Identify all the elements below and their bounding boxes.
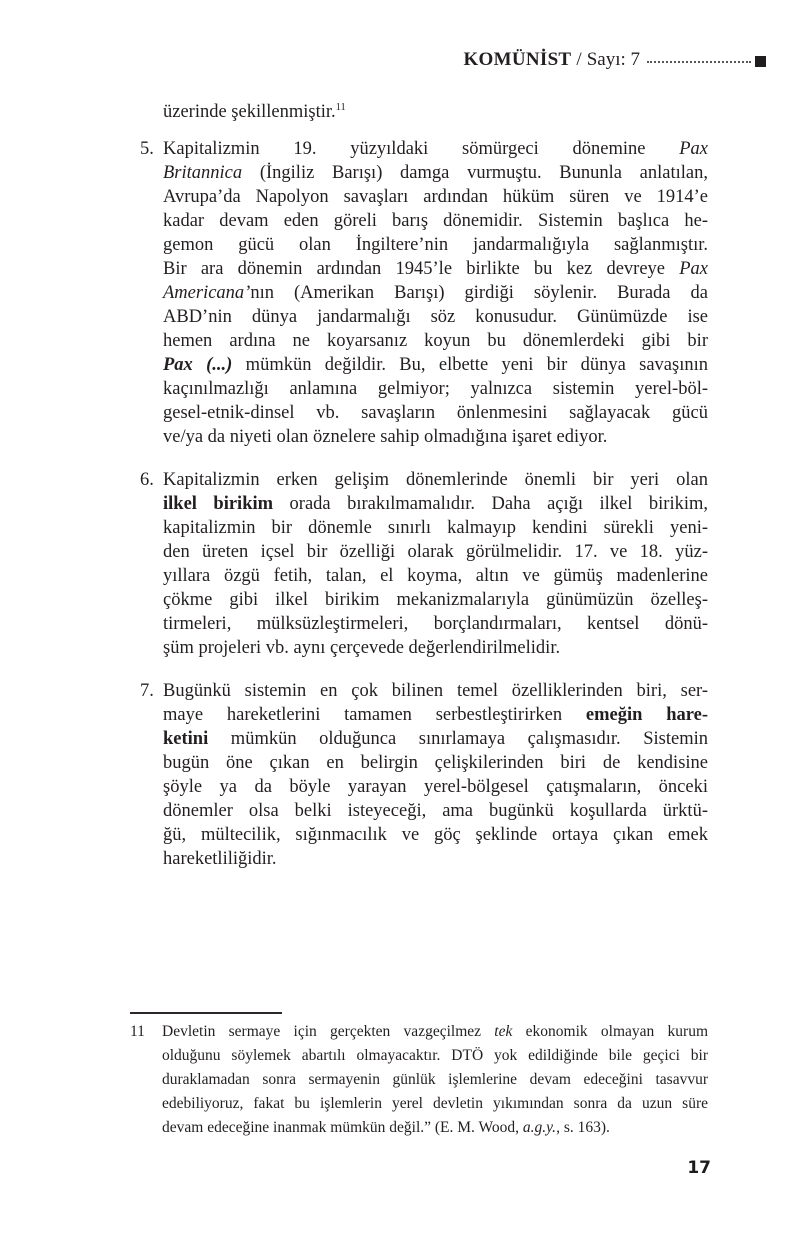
- text-line: [163, 636, 708, 660]
- text-segment: tirmeleri, mülksüzleştirmeleri, borçlandırmaları, kentsel dönü-: [163, 614, 708, 634]
- text-line: [163, 727, 708, 751]
- footnote-text: [130, 1020, 708, 1140]
- text-segment: maye hareketlerini tamamen serbestleştirirken: [163, 705, 586, 725]
- text-line: [130, 1020, 708, 1044]
- text-line: [163, 492, 708, 516]
- text-line: [163, 137, 708, 161]
- text-line: [163, 799, 708, 823]
- text-line: [130, 1092, 708, 1116]
- text-segment: Britannica: [163, 163, 243, 183]
- text-segment: tek: [494, 1023, 513, 1040]
- text-line: [163, 425, 708, 449]
- footnote-marker: 11: [130, 1023, 145, 1040]
- journal-title: KOMÜNİST: [463, 49, 572, 70]
- text-line: [163, 185, 708, 209]
- list-item-number: 7.: [140, 681, 154, 701]
- running-header: [463, 49, 766, 71]
- text-line: [163, 847, 708, 871]
- issue-label: Sayı: 7: [586, 49, 640, 70]
- text-segment: den üreten içsel bir özelliği olarak görülmelidir. 17. ve 18. yüz-: [163, 542, 708, 562]
- list-item-number: 5.: [140, 139, 154, 159]
- text-line: [163, 612, 708, 636]
- text-segment: olduğunu söylemek abartılı olmayacaktır. DTÖ yok edildiğinde bile geçici bir: [162, 1047, 708, 1064]
- text-line: [163, 679, 708, 703]
- page-number: 17: [687, 1158, 711, 1178]
- text-segment: a.g.y.: [522, 1119, 557, 1136]
- text-line: [130, 1068, 708, 1092]
- text-segment: Avrupa’da Napolyon savaşları ardından hüküm süren ve 1914’e: [163, 187, 708, 207]
- text-line: [163, 305, 708, 329]
- body-text: [140, 100, 708, 890]
- text-line: [163, 703, 708, 727]
- list-item: [140, 468, 708, 660]
- text-segment: çökme gibi ilkel birikim mekanizmalarıyla günümüzün özelleş-: [163, 590, 708, 610]
- text-line: [163, 281, 708, 305]
- text-segment: bugün öne çıkan en belirgin çelişkilerinden biri de kendisine: [163, 753, 708, 773]
- text-segment: devam edeceğine inanmak mümkün değil.” (E. M. Wood,: [162, 1119, 523, 1136]
- text-segment: , s. 163).: [556, 1119, 610, 1136]
- text-line: [163, 516, 708, 540]
- text-line: [163, 209, 708, 233]
- header-slash: /: [576, 49, 582, 70]
- text-line: [163, 353, 708, 377]
- list-item-number: 6.: [140, 470, 154, 490]
- text-segment: (İngiliz Barışı) damga vurmuştu. Bununla anlatılan,: [242, 163, 708, 183]
- text-segment: Devletin sermaye için gerçekten vazgeçilmez: [162, 1023, 495, 1040]
- list-item-text: [163, 137, 708, 449]
- list-item-text: [163, 679, 708, 871]
- text-line: [163, 564, 708, 588]
- text-segment: yıllara özgü fetih, talan, el koyma, altın ve gümüş madenlerine: [163, 566, 708, 586]
- text-line: [163, 588, 708, 612]
- text-segment: Pax (...): [163, 355, 233, 375]
- text-line: [130, 1044, 708, 1068]
- text-segment: emeğin hare-: [585, 705, 708, 725]
- text-segment: duraklamadan sonra sermayenin günlük işlemlerine devam edeceğini tasavvur: [162, 1071, 708, 1088]
- text-line: [163, 100, 708, 124]
- text-line: [163, 257, 708, 281]
- text-line: [163, 233, 708, 257]
- text-segment: gesel-etnik-dinsel vb. savaşların önlenmesini sağlayacak gücü: [163, 403, 708, 423]
- dotted-leader: [647, 61, 751, 63]
- text-segment: Bir ara dönemin ardından 1945’le birlikte bu kez devreye: [163, 259, 680, 279]
- text-segment: Kapitalizmin 19. yüzyıldaki sömürgeci dönemine: [163, 139, 680, 159]
- text-segment: Americana’: [163, 283, 251, 303]
- text-segment: mümkün olduğunca sınırlamaya çalışmasıdır. Sistemin: [208, 729, 708, 749]
- text-line: [163, 775, 708, 799]
- text-segment: hareketliliğidir.: [163, 849, 277, 869]
- text-line: [163, 540, 708, 564]
- text-segment: gemon gücü olan İngiltere’nin jandarmalığıyla sağlanmıştır.: [163, 235, 708, 255]
- text-segment: ketini: [163, 729, 209, 749]
- text-segment: kadar devam eden göreli barış dönemidir. Sistemin başlıca he-: [163, 211, 708, 231]
- list-item: [140, 679, 708, 871]
- list-item: [140, 137, 708, 449]
- text-line: [163, 401, 708, 425]
- text-segment: ğü, mültecilik, sığınmacılık ve göç şeklinde ortaya çıkan emek: [163, 825, 708, 845]
- list-item-text: [163, 468, 708, 660]
- text-segment: kapitalizmin bir dönemle sınırlı kalmayıp kendini sürekli yeni-: [163, 518, 708, 538]
- text-segment: orada bırakılmamalıdır. Daha açığı ilkel birikim,: [273, 494, 708, 514]
- text-segment: Bugünkü sistemin en çok bilinen temel özelliklerinden biri, ser-: [163, 681, 708, 701]
- paragraph-continuation: [163, 100, 708, 124]
- text-segment: üzerinde şekillenmiştir.: [163, 102, 336, 122]
- text-segment: ekonomik olmayan kurum: [512, 1023, 708, 1040]
- text-segment: edebiliyoruz, fakat bu işlemlerin yerel devletin yıkımından sonra da uzun süre: [162, 1095, 708, 1112]
- text-segment: ve/ya da niyeti olan öznelere sahip olmadığına işaret ediyor.: [163, 427, 608, 447]
- numbered-list: [140, 137, 708, 871]
- footnote-separator: [130, 1012, 282, 1014]
- text-segment: Pax: [679, 259, 708, 279]
- footnote-reference: 11: [335, 102, 346, 113]
- text-line: [163, 377, 708, 401]
- text-segment: mümkün değildir. Bu, elbette yeni bir dünya savaşının: [232, 355, 708, 375]
- text-segment: Pax: [679, 139, 708, 159]
- text-segment: ilkel birikim: [163, 494, 274, 514]
- text-line: [163, 468, 708, 492]
- text-line: [130, 1116, 708, 1140]
- text-segment: Kapitalizmin erken gelişim dönemlerinde önemli bir yeri olan: [163, 470, 708, 490]
- text-segment: hemen ardına ne koyarsanız koyun bu dönemlerdeki gibi bir: [163, 331, 708, 351]
- footnote: [130, 1012, 708, 1140]
- text-segment: şöyle ya da böyle yarayan yerel-bölgesel çatışmaların, önceki: [163, 777, 708, 797]
- text-segment: şüm projeleri vb. aynı çerçevede değerlendirilmelidir.: [163, 638, 561, 658]
- text-line: [163, 329, 708, 353]
- text-segment: dönemler olsa belki isteyeceği, ama bugünkü koşullarda ürktü-: [163, 801, 708, 821]
- text-segment: ABD’nin dünya jandarmalığı söz konusudur. Günümüzde ise: [163, 307, 708, 327]
- text-segment: nın (Amerikan Barışı) girdiği söylenir. Burada da: [250, 283, 708, 303]
- text-line: [163, 751, 708, 775]
- text-line: [163, 823, 708, 847]
- text-line: [163, 161, 708, 185]
- square-bullet-icon: [755, 56, 766, 67]
- text-segment: kaçınılmazlığı anlamına gelmiyor; yalnızca sistemin yerel-böl-: [163, 379, 708, 399]
